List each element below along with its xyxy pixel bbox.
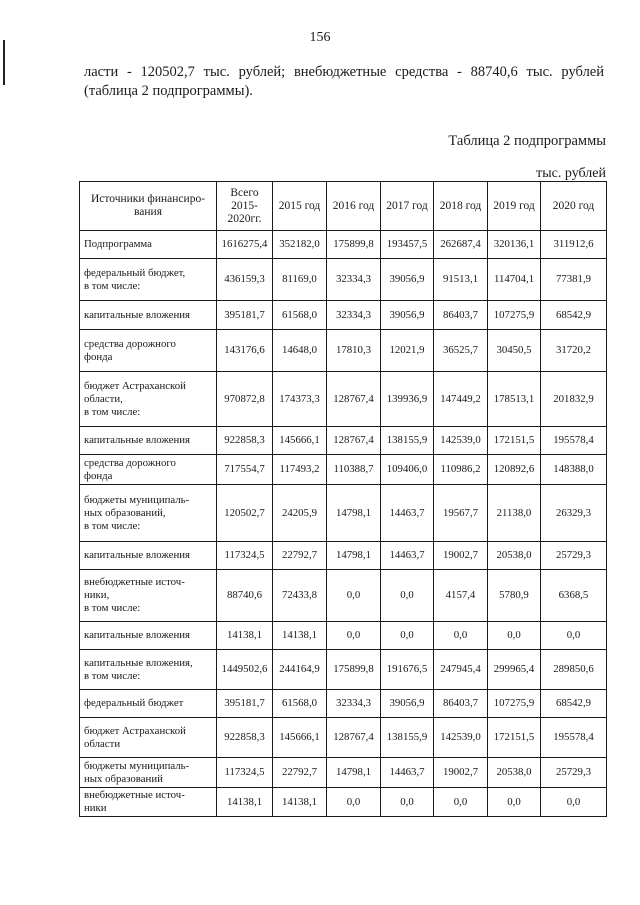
- value-cell: 178513,1: [488, 372, 541, 427]
- value-cell: 68542,9: [541, 301, 607, 330]
- source-cell: капитальные вложения: [80, 427, 217, 455]
- source-cell: внебюджетные источ- ники, в том числе:: [80, 570, 217, 622]
- units-label: тыс. рублей: [536, 166, 606, 181]
- value-cell: 128767,4: [327, 718, 381, 758]
- table-row: [80, 485, 607, 542]
- value-cell: 201832,9: [541, 372, 607, 427]
- value-cell: 22792,7: [273, 542, 327, 570]
- value-cell: 68542,9: [541, 690, 607, 718]
- value-cell: 148388,0: [541, 455, 607, 485]
- value-cell: 5780,9: [488, 570, 541, 622]
- value-cell: 0,0: [434, 622, 488, 650]
- value-cell: 922858,3: [217, 718, 273, 758]
- table-row: [80, 542, 607, 570]
- value-cell: 117493,2: [273, 455, 327, 485]
- value-cell: 145666,1: [273, 718, 327, 758]
- value-cell: 39056,9: [381, 259, 434, 301]
- value-cell: 172151,5: [488, 427, 541, 455]
- header-cell: Всего 2015- 2020гг.: [217, 182, 273, 231]
- value-cell: 88740,6: [217, 570, 273, 622]
- header-cell: 2015 год: [273, 182, 327, 231]
- value-cell: 147449,2: [434, 372, 488, 427]
- value-cell: 244164,9: [273, 650, 327, 690]
- value-cell: 142539,0: [434, 718, 488, 758]
- value-cell: 91513,1: [434, 259, 488, 301]
- value-cell: 25729,3: [541, 758, 607, 788]
- table-row: [80, 758, 607, 788]
- value-cell: 39056,9: [381, 301, 434, 330]
- value-cell: 21138,0: [488, 485, 541, 542]
- value-cell: 1616275,4: [217, 231, 273, 259]
- value-cell: 195578,4: [541, 427, 607, 455]
- value-cell: 175899,8: [327, 231, 381, 259]
- value-cell: 289850,6: [541, 650, 607, 690]
- value-cell: 14463,7: [381, 758, 434, 788]
- source-cell: бюджет Астраханской области: [80, 718, 217, 758]
- value-cell: 0,0: [381, 622, 434, 650]
- value-cell: 191676,5: [381, 650, 434, 690]
- value-cell: 14798,1: [327, 485, 381, 542]
- table-row: [80, 570, 607, 622]
- header-cell: Источники финансиро- вания: [80, 182, 217, 231]
- source-cell: Подпрограмма: [80, 231, 217, 259]
- source-cell: бюджеты муниципаль- ных образований, в том числе:: [80, 485, 217, 542]
- value-cell: 32334,3: [327, 259, 381, 301]
- value-cell: 77381,9: [541, 259, 607, 301]
- header-cell: 2020 год: [541, 182, 607, 231]
- value-cell: 1449502,6: [217, 650, 273, 690]
- table-body: [80, 231, 607, 817]
- value-cell: 19567,7: [434, 485, 488, 542]
- value-cell: 175899,8: [327, 650, 381, 690]
- source-cell: средства дорожного фонда: [80, 455, 217, 485]
- table-row: [80, 330, 607, 372]
- value-cell: 195578,4: [541, 718, 607, 758]
- value-cell: 14798,1: [327, 758, 381, 788]
- value-cell: 120502,7: [217, 485, 273, 542]
- value-cell: 0,0: [541, 622, 607, 650]
- table-row: [80, 231, 607, 259]
- value-cell: 22792,7: [273, 758, 327, 788]
- value-cell: 139936,9: [381, 372, 434, 427]
- value-cell: 922858,3: [217, 427, 273, 455]
- value-cell: 61568,0: [273, 690, 327, 718]
- value-cell: 14463,7: [381, 485, 434, 542]
- value-cell: 86403,7: [434, 690, 488, 718]
- source-cell: бюджеты муниципаль- ных образований: [80, 758, 217, 788]
- value-cell: 717554,7: [217, 455, 273, 485]
- value-cell: 14138,1: [217, 622, 273, 650]
- value-cell: 262687,4: [434, 231, 488, 259]
- table-header-row: [80, 182, 607, 231]
- value-cell: 395181,7: [217, 301, 273, 330]
- header-cell: 2016 год: [327, 182, 381, 231]
- value-cell: 107275,9: [488, 690, 541, 718]
- value-cell: 0,0: [381, 788, 434, 817]
- margin-mark: [3, 40, 5, 85]
- table-row: [80, 259, 607, 301]
- value-cell: 0,0: [434, 788, 488, 817]
- value-cell: 14138,1: [273, 622, 327, 650]
- page-number: 156: [309, 30, 331, 45]
- value-cell: 436159,3: [217, 259, 273, 301]
- value-cell: 81169,0: [273, 259, 327, 301]
- source-cell: внебюджетные источ- ники: [80, 788, 217, 817]
- intro-paragraph: [84, 63, 604, 101]
- value-cell: 0,0: [327, 570, 381, 622]
- table-row: [80, 427, 607, 455]
- value-cell: 138155,9: [381, 427, 434, 455]
- value-cell: 12021,9: [381, 330, 434, 372]
- source-cell: капитальные вложения: [80, 301, 217, 330]
- value-cell: 30450,5: [488, 330, 541, 372]
- value-cell: 311912,6: [541, 231, 607, 259]
- value-cell: 72433,8: [273, 570, 327, 622]
- source-cell: федеральный бюджет: [80, 690, 217, 718]
- source-cell: федеральный бюджет, в том числе:: [80, 259, 217, 301]
- value-cell: 32334,3: [327, 690, 381, 718]
- value-cell: 17810,3: [327, 330, 381, 372]
- value-cell: 120892,6: [488, 455, 541, 485]
- value-cell: 14648,0: [273, 330, 327, 372]
- source-cell: капитальные вложения: [80, 542, 217, 570]
- intro-line-2: (таблица 2 подпрограммы).: [84, 83, 253, 99]
- table-row: [80, 301, 607, 330]
- value-cell: 19002,7: [434, 758, 488, 788]
- value-cell: 109406,0: [381, 455, 434, 485]
- value-cell: 0,0: [488, 622, 541, 650]
- value-cell: 117324,5: [217, 542, 273, 570]
- table-row: [80, 690, 607, 718]
- value-cell: 32334,3: [327, 301, 381, 330]
- value-cell: 114704,1: [488, 259, 541, 301]
- value-cell: 86403,7: [434, 301, 488, 330]
- value-cell: 107275,9: [488, 301, 541, 330]
- value-cell: 138155,9: [381, 718, 434, 758]
- source-cell: капитальные вложения, в том числе:: [80, 650, 217, 690]
- value-cell: 0,0: [327, 788, 381, 817]
- table-row: [80, 650, 607, 690]
- value-cell: 0,0: [541, 788, 607, 817]
- value-cell: 110388,7: [327, 455, 381, 485]
- value-cell: 145666,1: [273, 427, 327, 455]
- value-cell: 20538,0: [488, 758, 541, 788]
- value-cell: 128767,4: [327, 427, 381, 455]
- value-cell: 174373,3: [273, 372, 327, 427]
- table-row: [80, 718, 607, 758]
- table-caption: Таблица 2 подпрограммы: [448, 133, 606, 149]
- value-cell: 14138,1: [217, 788, 273, 817]
- value-cell: 6368,5: [541, 570, 607, 622]
- value-cell: 110986,2: [434, 455, 488, 485]
- value-cell: 0,0: [381, 570, 434, 622]
- value-cell: 247945,4: [434, 650, 488, 690]
- value-cell: 320136,1: [488, 231, 541, 259]
- table-row: [80, 622, 607, 650]
- table-row: [80, 372, 607, 427]
- value-cell: 19002,7: [434, 542, 488, 570]
- value-cell: 20538,0: [488, 542, 541, 570]
- financing-table: [79, 181, 607, 817]
- value-cell: 14138,1: [273, 788, 327, 817]
- header-cell: 2018 год: [434, 182, 488, 231]
- source-cell: средства дорожного фонда: [80, 330, 217, 372]
- value-cell: 142539,0: [434, 427, 488, 455]
- header-cell: 2017 год: [381, 182, 434, 231]
- value-cell: 14463,7: [381, 542, 434, 570]
- header-cell: 2019 год: [488, 182, 541, 231]
- value-cell: 193457,5: [381, 231, 434, 259]
- value-cell: 143176,6: [217, 330, 273, 372]
- source-cell: капитальные вложения: [80, 622, 217, 650]
- value-cell: 970872,8: [217, 372, 273, 427]
- value-cell: 299965,4: [488, 650, 541, 690]
- value-cell: 39056,9: [381, 690, 434, 718]
- value-cell: 128767,4: [327, 372, 381, 427]
- value-cell: 395181,7: [217, 690, 273, 718]
- value-cell: 117324,5: [217, 758, 273, 788]
- table-row: [80, 788, 607, 817]
- value-cell: 31720,2: [541, 330, 607, 372]
- value-cell: 14798,1: [327, 542, 381, 570]
- value-cell: 0,0: [488, 788, 541, 817]
- value-cell: 25729,3: [541, 542, 607, 570]
- value-cell: 0,0: [327, 622, 381, 650]
- value-cell: 352182,0: [273, 231, 327, 259]
- source-cell: бюджет Астраханской области, в том числе:: [80, 372, 217, 427]
- value-cell: 4157,4: [434, 570, 488, 622]
- value-cell: 24205,9: [273, 485, 327, 542]
- value-cell: 36525,7: [434, 330, 488, 372]
- table-row: [80, 455, 607, 485]
- value-cell: 26329,3: [541, 485, 607, 542]
- value-cell: 61568,0: [273, 301, 327, 330]
- value-cell: 172151,5: [488, 718, 541, 758]
- intro-line-1: ласти - 120502,7 тыс. рублей; внебюджетные средства - 88740,6 тыс. рублей: [84, 64, 604, 80]
